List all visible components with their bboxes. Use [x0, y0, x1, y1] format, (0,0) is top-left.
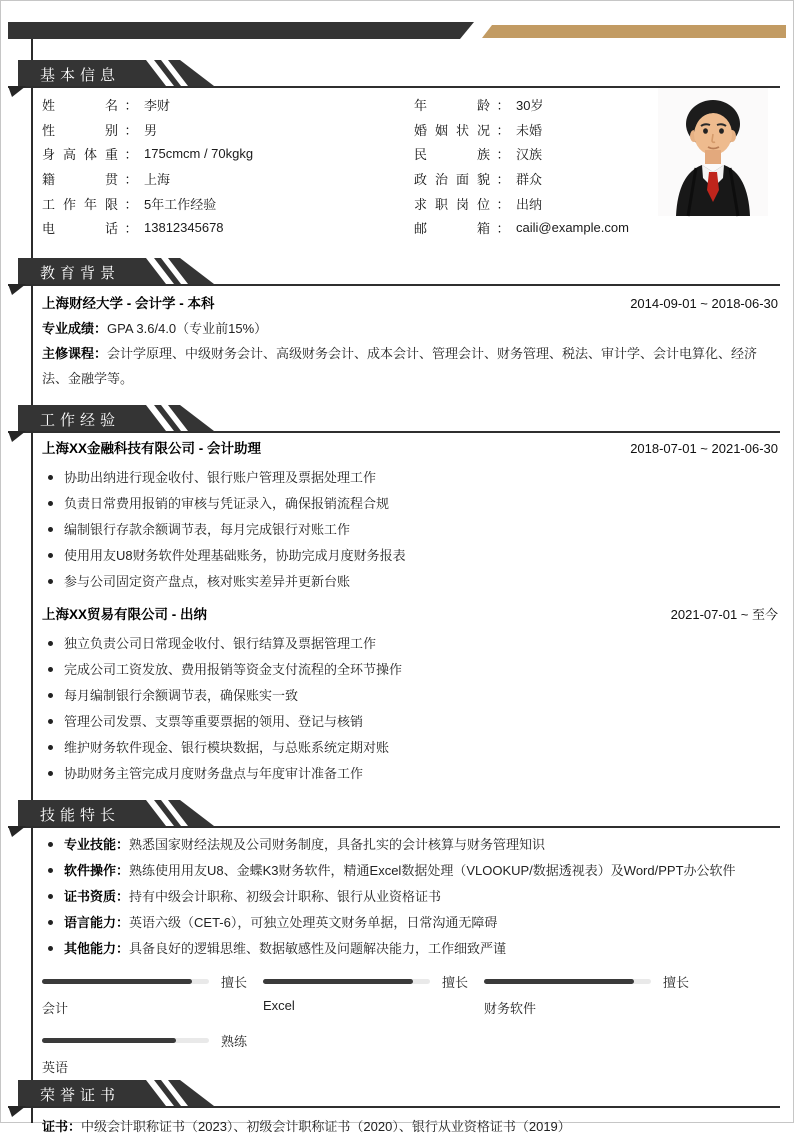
section-ribbon: [8, 405, 780, 445]
bullet-item: 完成公司工资发放、费用报销等资金支付流程的全环节操作: [42, 657, 778, 683]
skill-bar-finance-software: [484, 972, 705, 1017]
bullet-item: 维护财务软件现金、银行模块数据，与总账系统定期对账: [42, 735, 778, 761]
field-height-weight: 身高体重 ： 175cmcm / 70kgkg: [42, 146, 254, 163]
field-political-status: 政治面貌 ： 群众: [414, 171, 543, 187]
school-degree: 上海财经大学 - 会计学 - 本科: [42, 296, 215, 311]
section-skills: [0, 800, 794, 1076]
education-header: [8, 258, 786, 298]
bullet-item: 每月编制银行余额调节表，确保账实一致: [42, 683, 778, 709]
section-ribbon: [8, 258, 780, 298]
skill-level-label: 熟练: [221, 1033, 248, 1049]
skill-bar-fill: [42, 1038, 176, 1043]
bullet-item: 专业技能：熟悉国家财经法规及公司财务制度，具备扎实的会计核算与财务管理知识: [42, 832, 778, 858]
bullet-dot-icon: [48, 667, 53, 672]
honors-row: 证书：中级会计职称证书（2023）、初级会计职称证书（2020）、银行从业资格证书（2019）: [42, 1119, 571, 1134]
section-work-experience: [0, 405, 794, 787]
skill-level-label: 擅长: [221, 974, 248, 990]
bullet-item: 使用用友U8财务软件处理基础账务，协助完成月度财务报表: [42, 543, 778, 569]
bullet-item: 软件操作：熟练使用用友U8、金蝶K3财务软件，精通Excel数据处理（VLOOKUP/数据透视表）及Word/PPT办公软件: [42, 858, 778, 884]
bullet-item: 协助出纳进行现金收付、银行账户管理及票据处理工作: [42, 465, 778, 491]
bullet-item: 负责日常费用报销的审核与凭证录入，确保报销流程合规: [42, 491, 778, 517]
bullet-dot-icon: [48, 894, 53, 899]
skill-bar-track: [42, 979, 209, 984]
bullet-dot-icon: [48, 693, 53, 698]
skill-name: 财务软件: [484, 1001, 537, 1016]
top-decor-bar-dark: [8, 22, 474, 39]
bullet-dot-icon: [48, 553, 53, 558]
education-date-range: 2014-09-01 ~ 2018-06-30: [630, 296, 778, 311]
bullet-dot-icon: [48, 842, 53, 847]
bullet-dot-icon: [48, 501, 53, 506]
skill-bar-excel: [263, 972, 484, 1017]
bullet-dot-icon: [48, 641, 53, 646]
section-education: [0, 258, 794, 391]
avatar-illustration-icon: [658, 88, 768, 216]
skill-bar-english: [42, 1031, 263, 1076]
skill-bar-accounting: [42, 972, 263, 1017]
field-gender: 性别 ： 男: [42, 122, 158, 138]
bullet-dot-icon: [48, 946, 53, 951]
skill-bar-fill: [484, 979, 634, 984]
courses-row: 主修课程：会计学原理、中级财务会计、高级财务会计、成本会计、管理会计、财务管理、税法、审计学、会计电算化、经济法、金融学等。: [42, 346, 758, 386]
skill-name: 会计: [42, 1001, 69, 1016]
field-phone: 电话 ： 13812345678: [42, 220, 224, 237]
skill-bar-track: [484, 979, 651, 984]
gpa-row: 专业成绩：GPA 3.6/4.0（专业前15%）: [42, 321, 268, 336]
field-email: 邮箱 ： caili@example.com: [414, 220, 629, 237]
bullet-item: 独立负责公司日常现金收付、银行结算及票据管理工作: [42, 631, 778, 657]
skill-bar-fill: [263, 979, 413, 984]
skill-level-label: 擅长: [663, 974, 690, 990]
work-header: [8, 405, 786, 445]
job-title: 上海XX贸易有限公司 - 出纳: [42, 607, 208, 622]
bullet-item: 参与公司固定资产盘点，核对账实差异并更新台账: [42, 569, 778, 595]
bullet-item: 语言能力：英语六级（CET-6），可独立处理英文财务单据，日常沟通无障碍: [42, 910, 778, 936]
skills-bullet-list: [42, 832, 778, 962]
honors-header: [8, 1080, 786, 1120]
section-title: 工作经验: [40, 412, 121, 429]
section-title: 技能特长: [40, 807, 121, 824]
field-marital-status: 婚姻状况 ： 未婚: [414, 122, 543, 138]
bullet-item: 其他能力：具备良好的逻辑思维、数据敏感性及问题解决能力，工作细致严谨: [42, 936, 778, 962]
skill-bar-track: [263, 979, 430, 984]
bullet-dot-icon: [48, 527, 53, 532]
section-ribbon: [8, 800, 780, 840]
bullet-dot-icon: [48, 475, 53, 480]
field-target-position: 求职岗位 ： 出纳: [414, 196, 543, 212]
job-bullet-list: [42, 465, 778, 595]
bullet-dot-icon: [48, 920, 53, 925]
bullet-item: 协助财务主管完成月度财务盘点与年度审计准备工作: [42, 761, 778, 787]
id-photo: [658, 88, 768, 216]
job-date-range: 2018-07-01 ~ 2021-06-30: [630, 441, 778, 456]
section-honors: [0, 1080, 794, 1139]
bullet-dot-icon: [48, 719, 53, 724]
job-title: 上海XX金融科技有限公司 - 会计助理: [42, 441, 262, 456]
skill-name: Excel: [263, 998, 295, 1013]
section-title: 荣誉证书: [40, 1087, 121, 1104]
skill-bar-fill: [42, 979, 192, 984]
field-ethnicity: 民族 ： 汉族: [414, 147, 543, 163]
bullet-item: 证书资质：持有中级会计职称、初级会计职称、银行从业资格证书: [42, 884, 778, 910]
field-age: 年龄 ： 30岁: [414, 97, 544, 113]
job-entry-header: [42, 603, 778, 627]
section-ribbon: [8, 1080, 780, 1120]
skill-level-label: 擅长: [442, 974, 469, 990]
bullet-dot-icon: [48, 745, 53, 750]
section-title: 基本信息: [40, 67, 121, 84]
bullet-item: 编制银行存款余额调节表，每月完成银行对账工作: [42, 517, 778, 543]
top-decor-bar-gold: [482, 25, 786, 38]
field-native-place: 籍贯 ： 上海: [42, 171, 171, 187]
bullet-dot-icon: [48, 579, 53, 584]
bullet-dot-icon: [48, 868, 53, 873]
skill-bar-track: [42, 1038, 209, 1043]
field-work-years: 工作年限 ： 5年工作经验: [42, 196, 217, 212]
skills-header: [8, 800, 786, 840]
bullet-dot-icon: [48, 771, 53, 776]
section-title: 教育背景: [40, 265, 121, 282]
bullet-item: 管理公司发票、支票等重要票据的领用、登记与核销: [42, 709, 778, 735]
skill-name: 英语: [42, 1060, 69, 1075]
job-bullet-list: [42, 631, 778, 787]
field-name: 姓名 ： 李财: [42, 97, 171, 113]
skill-bars-grid: [42, 972, 778, 1076]
job-date-range: 2021-07-01 ~ 至今: [670, 607, 778, 622]
